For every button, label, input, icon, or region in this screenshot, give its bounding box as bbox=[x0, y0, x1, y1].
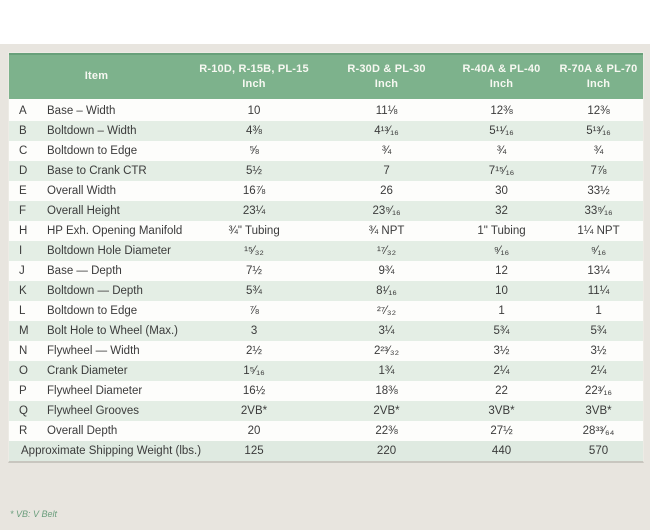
row-value: 5½ bbox=[246, 165, 263, 177]
column-header-r30d bbox=[324, 53, 449, 100]
table-row bbox=[9, 281, 643, 301]
item-column-header: Item bbox=[9, 53, 184, 100]
row-value: 16⅞ bbox=[242, 185, 266, 197]
row-value: 12 bbox=[495, 265, 508, 277]
row-value: 22 bbox=[495, 385, 508, 397]
row-value: ¹⁷⁄₃₂ bbox=[376, 245, 397, 257]
table-row bbox=[9, 201, 643, 221]
table-row bbox=[9, 381, 643, 401]
row-value: 3 bbox=[250, 325, 258, 337]
row-item-label: Base — Depth bbox=[47, 265, 122, 277]
row-value: 7 bbox=[383, 165, 390, 177]
row-value: 1⁵⁄₁₆ bbox=[243, 365, 265, 377]
row-item-label: Flywheel — Width bbox=[47, 345, 140, 357]
row-letter: M bbox=[19, 325, 29, 337]
shipping-weight-value: 220 bbox=[324, 441, 449, 461]
row-value: 8¹⁄₁₆ bbox=[376, 285, 397, 297]
row-value: 33⁹⁄₁₆ bbox=[584, 205, 613, 217]
row-letter: B bbox=[19, 125, 27, 137]
row-value: 23¼ bbox=[242, 205, 266, 217]
row-value: 18⅜ bbox=[375, 385, 398, 397]
row-value: 2²³⁄₃₂ bbox=[373, 345, 400, 357]
row-letter: D bbox=[19, 165, 28, 177]
row-item-label: Overall Height bbox=[47, 205, 120, 217]
row-value: 5¾ bbox=[493, 325, 510, 337]
row-value: 22⅜ bbox=[375, 425, 398, 437]
spec-card bbox=[0, 44, 650, 530]
row-value: 5¹¹⁄₁₆ bbox=[489, 125, 514, 137]
row-item-label: Base – Width bbox=[47, 105, 116, 117]
row-value: 5¾ bbox=[590, 325, 607, 337]
row-item-label: Overall Depth bbox=[47, 425, 118, 437]
row-value: 2VB* bbox=[373, 405, 400, 417]
row-value: ¹⁵⁄₃₂ bbox=[244, 245, 264, 257]
column-model-label: R-30D & PL-30 bbox=[347, 62, 426, 75]
row-letter: Q bbox=[19, 405, 28, 417]
footnote: * VB: V Belt bbox=[10, 509, 58, 519]
row-value: 4⅜ bbox=[246, 125, 263, 137]
row-item-label: Boltdown – Width bbox=[47, 125, 137, 137]
shipping-weight-value: 440 bbox=[449, 441, 554, 461]
row-item-label: Boltdown to Edge bbox=[47, 305, 138, 317]
row-letter: O bbox=[19, 365, 28, 377]
row-value: ⁹⁄₁₆ bbox=[493, 245, 510, 257]
row-value: 9¾ bbox=[378, 265, 395, 277]
row-letter: A bbox=[19, 105, 27, 117]
table-body bbox=[9, 100, 643, 461]
row-item-label: Boltdown — Depth bbox=[47, 285, 143, 297]
row-value: 1¼ NPT bbox=[577, 225, 620, 237]
table-row bbox=[9, 421, 643, 441]
column-unit-label: Inch bbox=[374, 77, 399, 90]
row-letter: R bbox=[19, 425, 28, 437]
row-letter: E bbox=[19, 185, 27, 197]
row-value: 2VB* bbox=[240, 405, 268, 417]
row-item-label: Boltdown Hole Diameter bbox=[47, 245, 172, 257]
row-value: 1 bbox=[595, 305, 602, 317]
row-value: ⅝ bbox=[249, 145, 259, 157]
row-value: 11⅛ bbox=[375, 105, 398, 117]
table-row bbox=[9, 341, 643, 361]
column-header-r40a bbox=[449, 53, 554, 100]
row-letter: J bbox=[19, 265, 25, 277]
row-value: ⅞ bbox=[249, 305, 259, 317]
spec-table bbox=[9, 53, 643, 461]
row-value: ¾ bbox=[496, 145, 507, 157]
row-value: 7½ bbox=[246, 265, 263, 277]
row-value: 7¹⁵⁄₁₆ bbox=[488, 165, 515, 177]
table-row bbox=[9, 121, 643, 141]
row-value: 12⅜ bbox=[490, 105, 513, 117]
row-value: 3½ bbox=[590, 345, 607, 357]
row-value: 11¼ bbox=[587, 285, 610, 297]
row-item-label: HP Exh. Opening Manifold bbox=[47, 225, 183, 237]
table-row bbox=[9, 181, 643, 201]
row-value: 2¼ bbox=[590, 365, 607, 377]
column-header-r70a bbox=[554, 53, 643, 100]
table-row bbox=[9, 321, 643, 341]
row-letter: K bbox=[19, 285, 27, 297]
row-value: 3¼ bbox=[378, 325, 395, 337]
table-row bbox=[9, 221, 643, 241]
row-value: 3½ bbox=[493, 345, 510, 357]
row-value: 1 bbox=[498, 305, 505, 317]
column-unit-label: Inch bbox=[489, 77, 514, 90]
spec-table-container bbox=[8, 52, 644, 463]
row-letter: H bbox=[19, 225, 28, 237]
column-model-label: R-70A & PL-70 bbox=[559, 62, 638, 75]
table-row bbox=[9, 141, 643, 161]
column-unit-label: Inch bbox=[242, 77, 266, 90]
row-value: ¾ bbox=[381, 145, 392, 157]
column-unit-label: Inch bbox=[586, 77, 611, 90]
row-value: 33½ bbox=[587, 185, 610, 197]
row-value: 27½ bbox=[490, 425, 513, 437]
row-value: 22³⁄₁₆ bbox=[584, 385, 613, 397]
column-model-label: R-40A & PL-40 bbox=[462, 62, 541, 75]
row-value: 23⁹⁄₁₆ bbox=[372, 205, 401, 217]
table-row bbox=[9, 361, 643, 381]
row-letter: I bbox=[19, 245, 23, 257]
row-item-label: Bolt Hole to Wheel (Max.) bbox=[47, 325, 179, 337]
table-row bbox=[9, 161, 643, 181]
table-row bbox=[9, 100, 643, 121]
row-item-label: Overall Width bbox=[47, 185, 117, 197]
row-value: 26 bbox=[380, 185, 393, 197]
row-value: ¾ NPT bbox=[368, 225, 405, 237]
row-value: ¾" Tubing bbox=[228, 225, 280, 237]
row-value: 13¼ bbox=[587, 265, 610, 277]
row-value: 4¹³⁄₁₆ bbox=[374, 125, 399, 137]
row-value: 20 bbox=[247, 425, 261, 437]
shipping-weight-label: Approximate Shipping Weight (lbs.) bbox=[9, 441, 184, 461]
row-item-label: Base to Crank CTR bbox=[47, 165, 147, 177]
row-value: 28³³⁄₆₄ bbox=[582, 425, 615, 437]
row-item-label: Crank Diameter bbox=[47, 365, 128, 377]
row-item-label: Boltdown to Edge bbox=[47, 145, 138, 157]
row-value: 12⅜ bbox=[587, 105, 610, 117]
row-letter: N bbox=[19, 345, 28, 357]
shipping-weight-value: 125 bbox=[184, 441, 324, 461]
row-value: 5¾ bbox=[246, 285, 263, 297]
row-letter: F bbox=[19, 205, 27, 217]
table-row bbox=[9, 401, 643, 421]
row-item-label: Flywheel Diameter bbox=[47, 385, 143, 397]
row-value: ²⁷⁄₃₂ bbox=[376, 305, 397, 317]
row-value: 16½ bbox=[242, 385, 266, 397]
row-value: 1¾ bbox=[378, 365, 395, 377]
row-value: 2¼ bbox=[493, 365, 510, 377]
table-row bbox=[9, 241, 643, 261]
shipping-weight-row bbox=[9, 441, 643, 461]
row-letter: P bbox=[19, 385, 27, 397]
table-row bbox=[9, 301, 643, 321]
row-value: ¾ bbox=[593, 145, 604, 157]
row-value: 10 bbox=[247, 105, 261, 117]
column-header-r10d bbox=[184, 53, 324, 100]
row-value: 10 bbox=[495, 285, 508, 297]
header-row bbox=[9, 53, 643, 100]
row-value: 1" Tubing bbox=[477, 225, 526, 237]
row-letter: L bbox=[19, 305, 26, 317]
row-value: 2½ bbox=[246, 345, 263, 357]
row-value: 5¹³⁄₁₆ bbox=[586, 125, 611, 137]
row-item-label: Flywheel Grooves bbox=[47, 405, 140, 417]
row-value: 32 bbox=[495, 205, 508, 217]
row-letter: C bbox=[19, 145, 28, 157]
table-header bbox=[9, 53, 643, 100]
table-row bbox=[9, 261, 643, 281]
row-value: 3VB* bbox=[585, 405, 612, 417]
row-value: ⁹⁄₁₆ bbox=[590, 245, 607, 257]
row-value: 3VB* bbox=[488, 405, 515, 417]
row-value: 7⅞ bbox=[590, 165, 607, 177]
column-model-label: R-10D, R-15B, PL-15 bbox=[199, 62, 309, 75]
shipping-weight-value: 570 bbox=[554, 441, 643, 461]
row-value: 30 bbox=[495, 185, 508, 197]
